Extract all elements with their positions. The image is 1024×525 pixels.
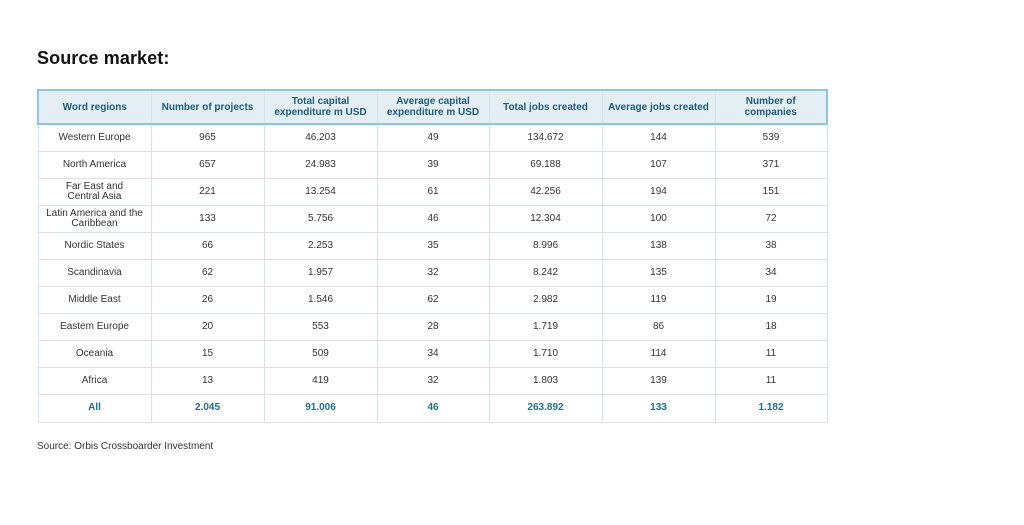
total-avg-capex-cell: 46 (377, 394, 489, 422)
avg-capex-cell: 61 (377, 178, 489, 205)
total-avg-jobs-cell: 133 (602, 394, 715, 422)
table-row (38, 286, 827, 313)
avg-jobs-cell: 86 (602, 313, 715, 340)
companies-cell: 11 (715, 367, 827, 394)
avg-capex-cell: 28 (377, 313, 489, 340)
projects-cell: 20 (151, 313, 264, 340)
region-cell: Latin America and the Caribbean (38, 205, 151, 232)
header-number-of-projects: Number of projects (151, 90, 264, 124)
header-average-capital-expenditure: Average capital expenditure m USD (377, 90, 489, 124)
avg-capex-cell: 35 (377, 232, 489, 259)
projects-cell: 221 (151, 178, 264, 205)
total-jobs-cell: 8.242 (489, 259, 602, 286)
region-cell: Western Europe (38, 124, 151, 151)
projects-cell: 66 (151, 232, 264, 259)
total-capex-cell: 1.957 (264, 259, 377, 286)
total-label-cell: All (38, 394, 151, 422)
projects-cell: 965 (151, 124, 264, 151)
table-row (38, 178, 827, 205)
total-capex-cell: 2.253 (264, 232, 377, 259)
avg-jobs-cell: 107 (602, 151, 715, 178)
total-capex-cell: 509 (264, 340, 377, 367)
total-jobs-cell: 1.710 (489, 340, 602, 367)
total-capex-cell: 13.254 (264, 178, 377, 205)
projects-cell: 15 (151, 340, 264, 367)
total-capex-cell: 553 (264, 313, 377, 340)
avg-capex-cell: 62 (377, 286, 489, 313)
table-row (38, 151, 827, 178)
total-capex-cell: 5.756 (264, 205, 377, 232)
avg-jobs-cell: 144 (602, 124, 715, 151)
companies-cell: 34 (715, 259, 827, 286)
avg-capex-cell: 46 (377, 205, 489, 232)
source-note: Source: Orbis Crossboarder Investment (37, 441, 214, 452)
projects-cell: 657 (151, 151, 264, 178)
total-jobs-cell: 12.304 (489, 205, 602, 232)
companies-cell: 371 (715, 151, 827, 178)
header-word-regions: Word regions (38, 90, 151, 124)
table-row (38, 124, 827, 151)
avg-jobs-cell: 138 (602, 232, 715, 259)
total-capex-cell: 419 (264, 367, 377, 394)
total-jobs-cell: 1.719 (489, 313, 602, 340)
total-capex-cell: 1.546 (264, 286, 377, 313)
table-row (38, 340, 827, 367)
companies-cell: 18 (715, 313, 827, 340)
avg-capex-cell: 32 (377, 259, 489, 286)
region-cell: Middle East (38, 286, 151, 313)
avg-jobs-cell: 114 (602, 340, 715, 367)
companies-cell: 72 (715, 205, 827, 232)
header-average-jobs-created: Average jobs created (602, 90, 715, 124)
table-row (38, 313, 827, 340)
total-jobs-cell: 2.982 (489, 286, 602, 313)
table-total-row (38, 394, 827, 422)
companies-cell: 539 (715, 124, 827, 151)
total-jobs-cell: 134.672 (489, 124, 602, 151)
avg-jobs-cell: 100 (602, 205, 715, 232)
avg-capex-cell: 32 (377, 367, 489, 394)
avg-jobs-cell: 135 (602, 259, 715, 286)
table-row (38, 259, 827, 286)
total-jobs-cell: 42.256 (489, 178, 602, 205)
table-row (38, 205, 827, 232)
region-cell: North America (38, 151, 151, 178)
header-number-of-companies: Number of companies (715, 90, 827, 124)
page-title: Source market: (37, 48, 170, 68)
region-cell: Far East and Central Asia (38, 178, 151, 205)
projects-cell: 133 (151, 205, 264, 232)
header-total-jobs-created: Total jobs created (489, 90, 602, 124)
avg-capex-cell: 34 (377, 340, 489, 367)
total-projects-cell: 2.045 (151, 394, 264, 422)
total-capex-sum-cell: 91.006 (264, 394, 377, 422)
total-capex-cell: 46.203 (264, 124, 377, 151)
avg-jobs-cell: 139 (602, 367, 715, 394)
total-jobs-cell: 8.996 (489, 232, 602, 259)
source-market-table (37, 89, 828, 423)
avg-jobs-cell: 194 (602, 178, 715, 205)
table-row (38, 367, 827, 394)
total-jobs-cell: 69.188 (489, 151, 602, 178)
avg-capex-cell: 39 (377, 151, 489, 178)
region-cell: Oceania (38, 340, 151, 367)
total-capex-cell: 24.983 (264, 151, 377, 178)
companies-cell: 19 (715, 286, 827, 313)
projects-cell: 13 (151, 367, 264, 394)
region-cell: Scandinavia (38, 259, 151, 286)
companies-cell: 11 (715, 340, 827, 367)
table-row (38, 232, 827, 259)
projects-cell: 62 (151, 259, 264, 286)
companies-cell: 38 (715, 232, 827, 259)
total-companies-cell: 1.182 (715, 394, 827, 422)
region-cell: Nordic States (38, 232, 151, 259)
region-cell: Africa (38, 367, 151, 394)
total-jobs-sum-cell: 263.892 (489, 394, 602, 422)
avg-jobs-cell: 119 (602, 286, 715, 313)
region-cell: Eastem Europe (38, 313, 151, 340)
avg-capex-cell: 49 (377, 124, 489, 151)
total-jobs-cell: 1.803 (489, 367, 602, 394)
projects-cell: 26 (151, 286, 264, 313)
table-header-row (38, 90, 827, 124)
header-total-capital-expenditure: Total capital expenditure m USD (264, 90, 377, 124)
companies-cell: 151 (715, 178, 827, 205)
